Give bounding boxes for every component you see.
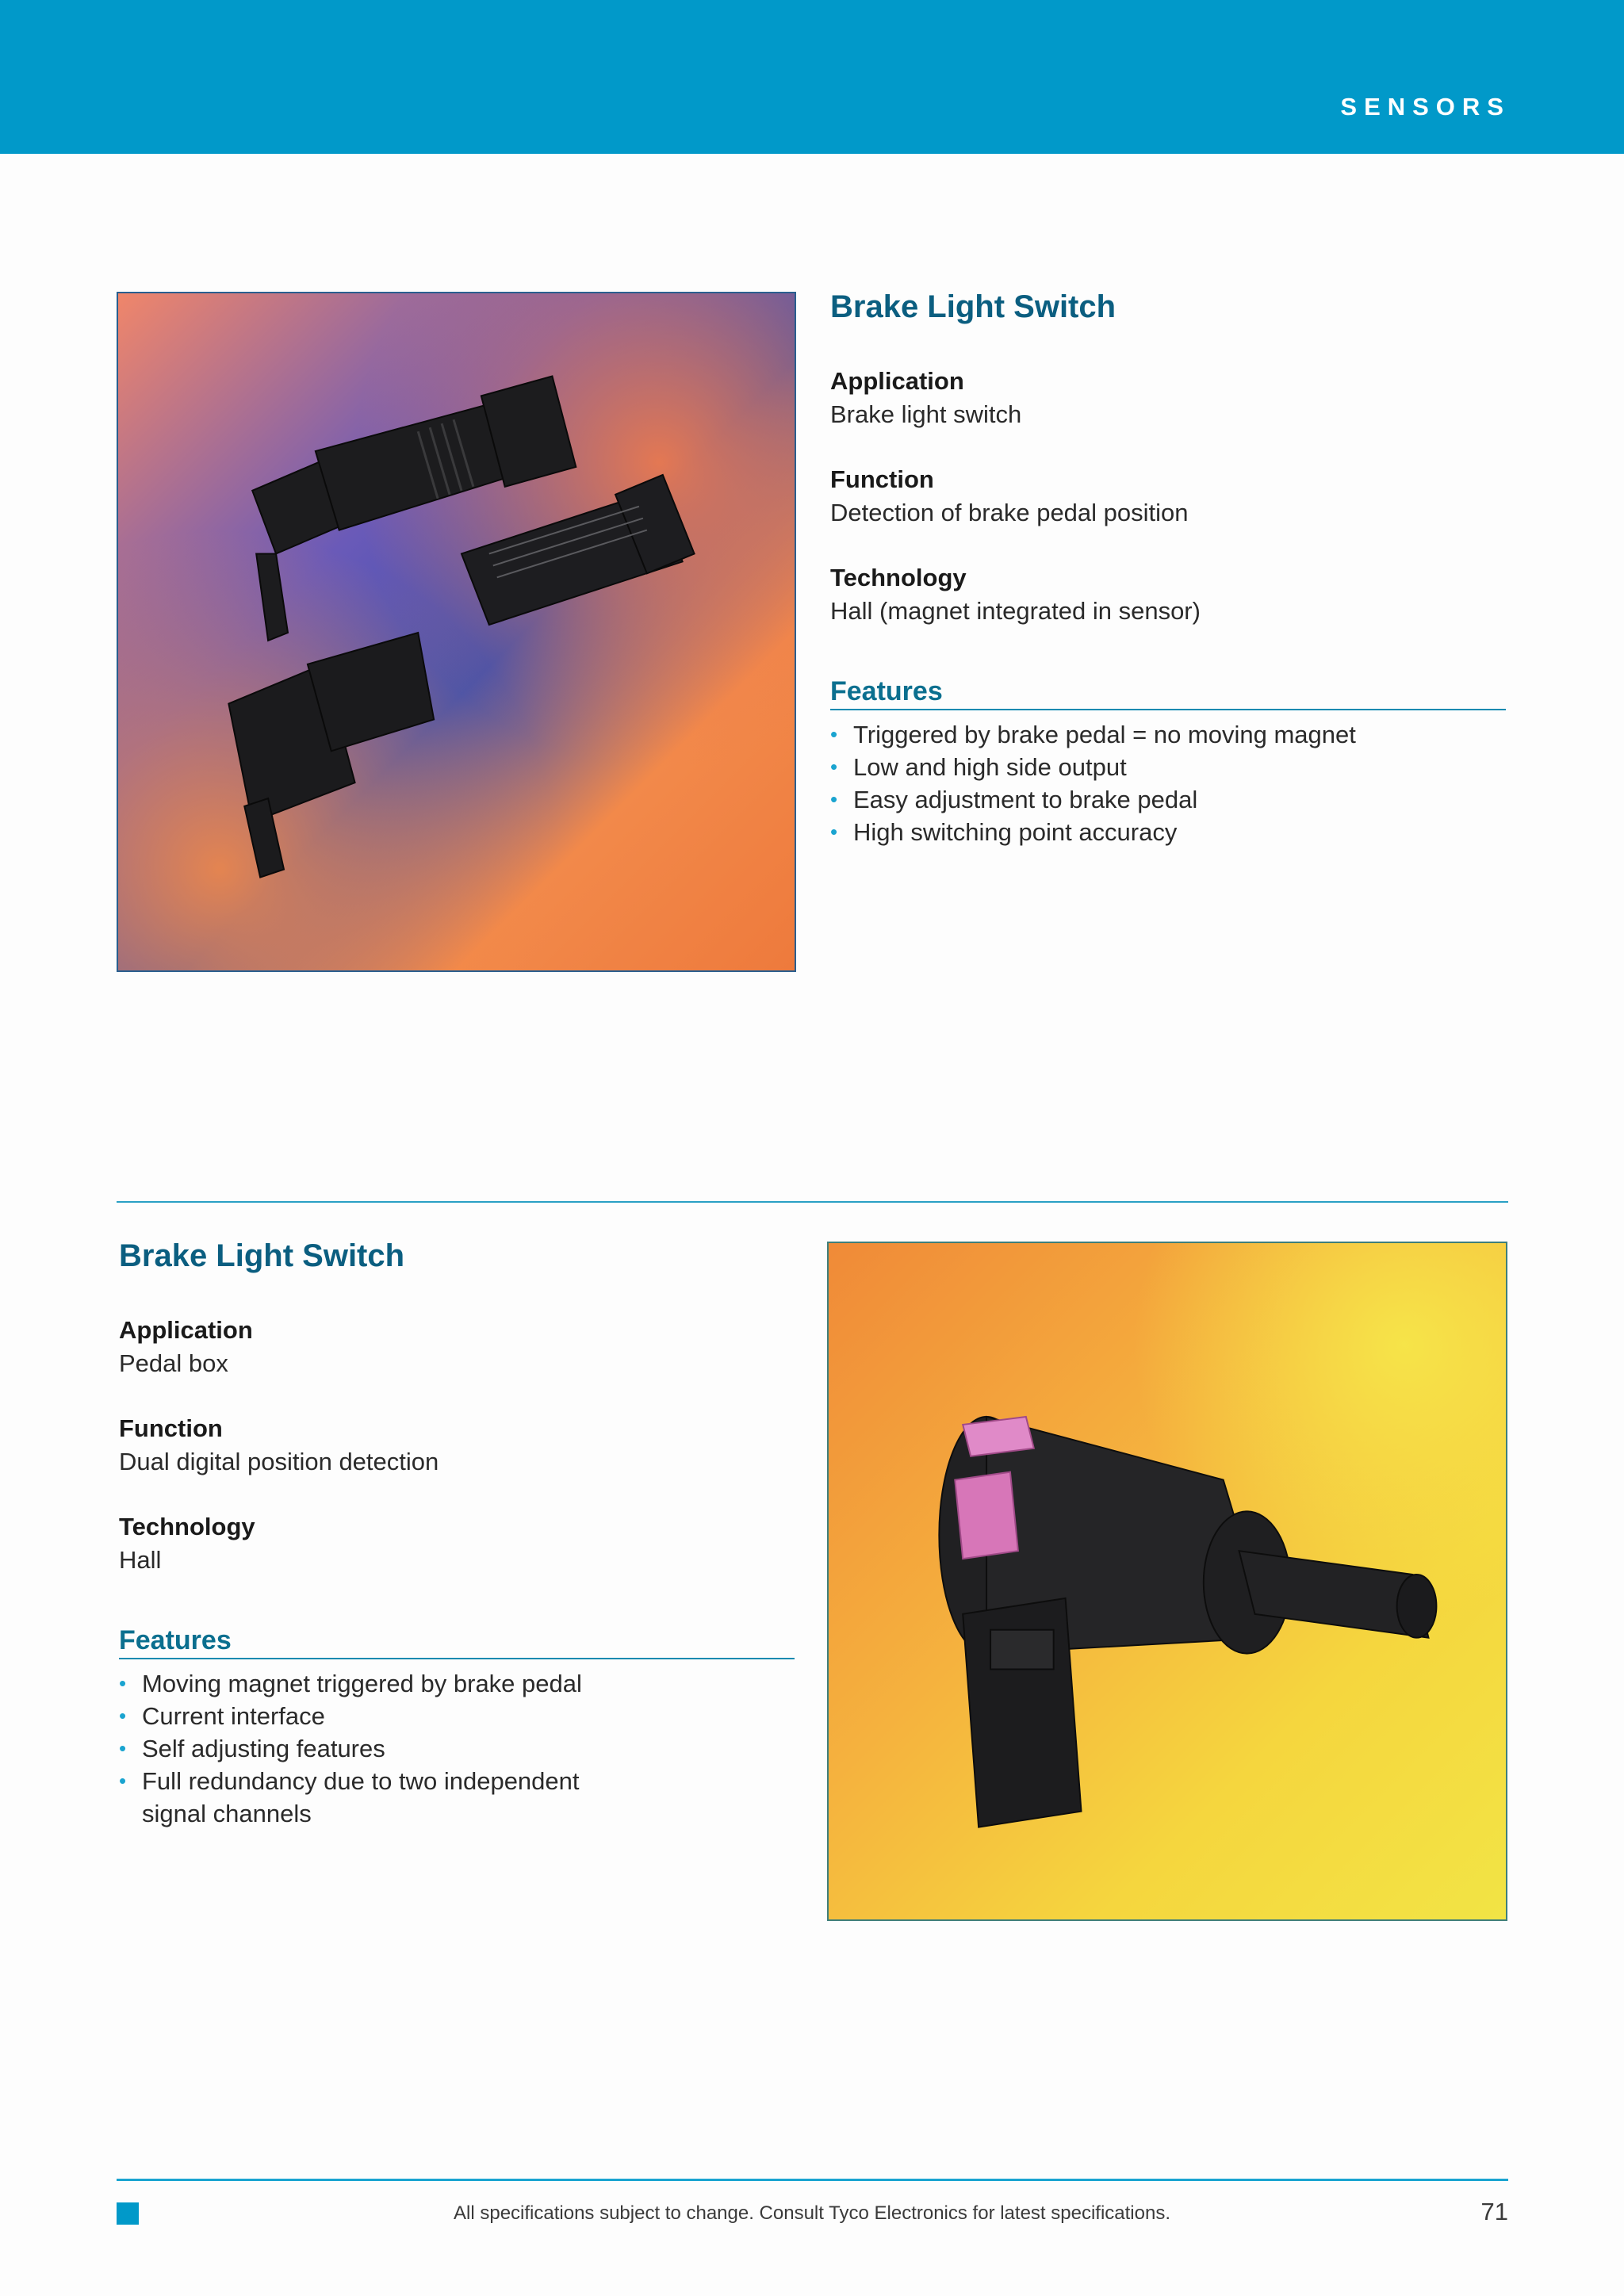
bullet-icon: • <box>119 1769 127 1793</box>
feature-item: • Easy adjustment to brake pedal <box>830 783 1506 816</box>
application-label: Application <box>830 367 964 395</box>
page-number: 71 <box>1480 2198 1508 2225</box>
product-title: Brake Light Switch <box>119 1238 405 1273</box>
function-value: Dual digital position detection <box>119 1448 439 1475</box>
function-label: Function <box>830 465 934 493</box>
bullet-icon: • <box>119 1736 127 1760</box>
function-label: Function <box>119 1414 223 1442</box>
feature-item: • Self adjusting features <box>119 1732 795 1765</box>
footer-rule <box>117 2179 1508 2181</box>
technology-label: Technology <box>119 1513 255 1540</box>
feature-item: • Current interface <box>119 1700 795 1732</box>
technology-value: Hall (magnet integrated in sensor) <box>830 597 1201 625</box>
technology-label: Technology <box>830 564 967 591</box>
feature-item: • High switching point accuracy <box>830 816 1506 848</box>
feature-item: • Full redundancy due to two independent signal channels <box>119 1765 649 1830</box>
product-photo-brake-switch-1 <box>117 292 796 972</box>
features-heading: Features <box>830 674 1506 710</box>
features-list <box>830 718 1506 848</box>
bullet-icon: • <box>119 1704 127 1728</box>
product-title: Brake Light Switch <box>830 289 1116 324</box>
bullet-icon: • <box>830 787 838 811</box>
function-value: Detection of brake pedal position <box>830 499 1189 526</box>
feature-item: • Low and high side output <box>830 751 1506 783</box>
application-value: Brake light switch <box>830 400 1022 428</box>
features-heading: Features <box>119 1623 795 1659</box>
header-band <box>0 0 1624 154</box>
feature-item: • Triggered by brake pedal = no moving magnet <box>830 718 1506 751</box>
features-list <box>119 1667 795 1830</box>
product-photo-brake-switch-2 <box>827 1242 1507 1921</box>
technology-value: Hall <box>119 1546 162 1574</box>
product-info-1 <box>830 285 1506 848</box>
application-value: Pedal box <box>119 1349 228 1377</box>
section-label: SENSORS <box>1340 93 1511 121</box>
application-label: Application <box>119 1316 253 1344</box>
bullet-icon: • <box>830 755 838 779</box>
bullet-icon: • <box>119 1671 127 1695</box>
bullet-icon: • <box>830 820 838 844</box>
product-info-2 <box>119 1234 795 1830</box>
footer-disclaimer: All specifications subject to change. Consult Tyco Electronics for latest specifications. <box>454 2202 1170 2224</box>
bullet-icon: • <box>830 722 838 746</box>
feature-item: • Moving magnet triggered by brake pedal <box>119 1667 795 1700</box>
section-divider <box>117 1201 1508 1203</box>
